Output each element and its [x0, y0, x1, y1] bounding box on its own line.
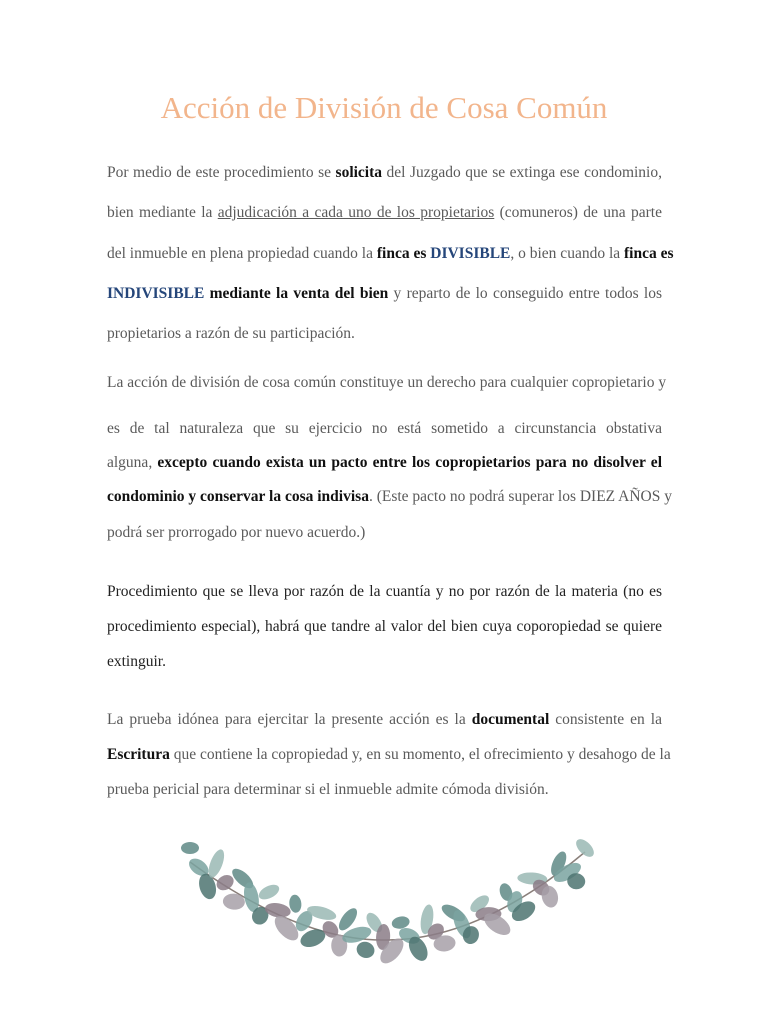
bold-text: finca es — [624, 245, 674, 262]
text-line — [107, 418, 662, 440]
text-segment: prueba pericial para determinar si el inmueble admite cómoda división. — [107, 781, 549, 798]
text-segment: bien mediante la — [107, 204, 218, 221]
text-segment: Procedimiento que se lleva por razón de la cuantía y no por razón de la materia (no es — [107, 583, 662, 600]
highlight-text: INDIVISIBLE — [107, 285, 205, 302]
eucalyptus-wreath-illustration — [180, 822, 595, 967]
text-segment: del inmueble en plena propiedad cuando la — [107, 245, 377, 262]
text-segment: del Juzgado que se extinga ese condominio, — [382, 164, 662, 181]
text-line — [107, 162, 662, 184]
text-segment: podrá ser prorrogado por nuevo acuerdo.) — [107, 524, 366, 541]
text-segment: Por medio de este procedimiento se — [107, 164, 336, 181]
text-line — [107, 452, 662, 474]
text-line — [107, 323, 662, 345]
underlined-text: adjudicación a cada uno de los propietarios — [217, 204, 495, 221]
text-line — [107, 243, 674, 265]
bold-text: documental — [471, 711, 550, 728]
text-segment: propietarios a razón de su participación. — [107, 325, 355, 342]
bold-text: condominio y conservar la cosa indivisa — [107, 488, 369, 505]
bold-text: excepto cuando exista un pacto entre los copropietarios para no disolver el — [157, 454, 662, 471]
bold-text: Escritura — [107, 746, 170, 763]
text-line — [107, 372, 667, 394]
text-line — [107, 779, 662, 801]
leaf — [288, 894, 302, 913]
leaf — [181, 842, 199, 854]
text-segment: consistente en la — [549, 711, 662, 728]
leaf — [573, 836, 595, 860]
text-line — [107, 651, 662, 673]
text-segment: La acción de división de cosa común constituye un derecho para cualquier copropietario y — [107, 374, 667, 391]
text-segment: . (Este pacto no podrá superar los DIEZ AÑOS y — [368, 488, 672, 505]
leaf — [354, 939, 376, 960]
text-segment: es de tal naturaleza que su ejercicio no está sometido a circunstancia obstativa — [107, 420, 662, 437]
bold-text: solicita — [335, 164, 383, 181]
text-line — [107, 522, 662, 544]
highlight-text: DIVISIBLE — [430, 245, 511, 262]
text-segment: procedimiento especial), habrá que tandre al valor del bien cuya coporopiedad se quiere — [107, 618, 662, 635]
document-title: Acción de División de Cosa Común — [160, 90, 608, 125]
text-line — [107, 283, 662, 305]
text-line — [107, 581, 662, 603]
text-line — [107, 486, 672, 508]
text-line — [107, 709, 662, 731]
leaf — [391, 915, 411, 930]
text-segment: alguna, — [107, 454, 158, 471]
text-line — [107, 744, 671, 766]
leaf — [256, 882, 281, 903]
text-line — [107, 616, 662, 638]
text-segment: La prueba idónea para ejercitar la presente acción es la — [107, 711, 472, 728]
bold-text: mediante la venta del bien — [204, 285, 389, 302]
leaf — [196, 872, 219, 901]
text-segment: extinguir. — [107, 653, 166, 670]
bold-text: finca es — [376, 245, 431, 262]
text-segment: (comuneros) de una parte — [494, 204, 662, 221]
text-segment: que contiene la copropiedad y, en su momento, el ofrecimiento y desahogo de la — [169, 746, 671, 763]
text-segment: , o bien cuando la — [510, 245, 625, 262]
text-segment: y reparto de lo conseguido entre todos los — [388, 285, 662, 302]
text-line — [107, 202, 662, 224]
